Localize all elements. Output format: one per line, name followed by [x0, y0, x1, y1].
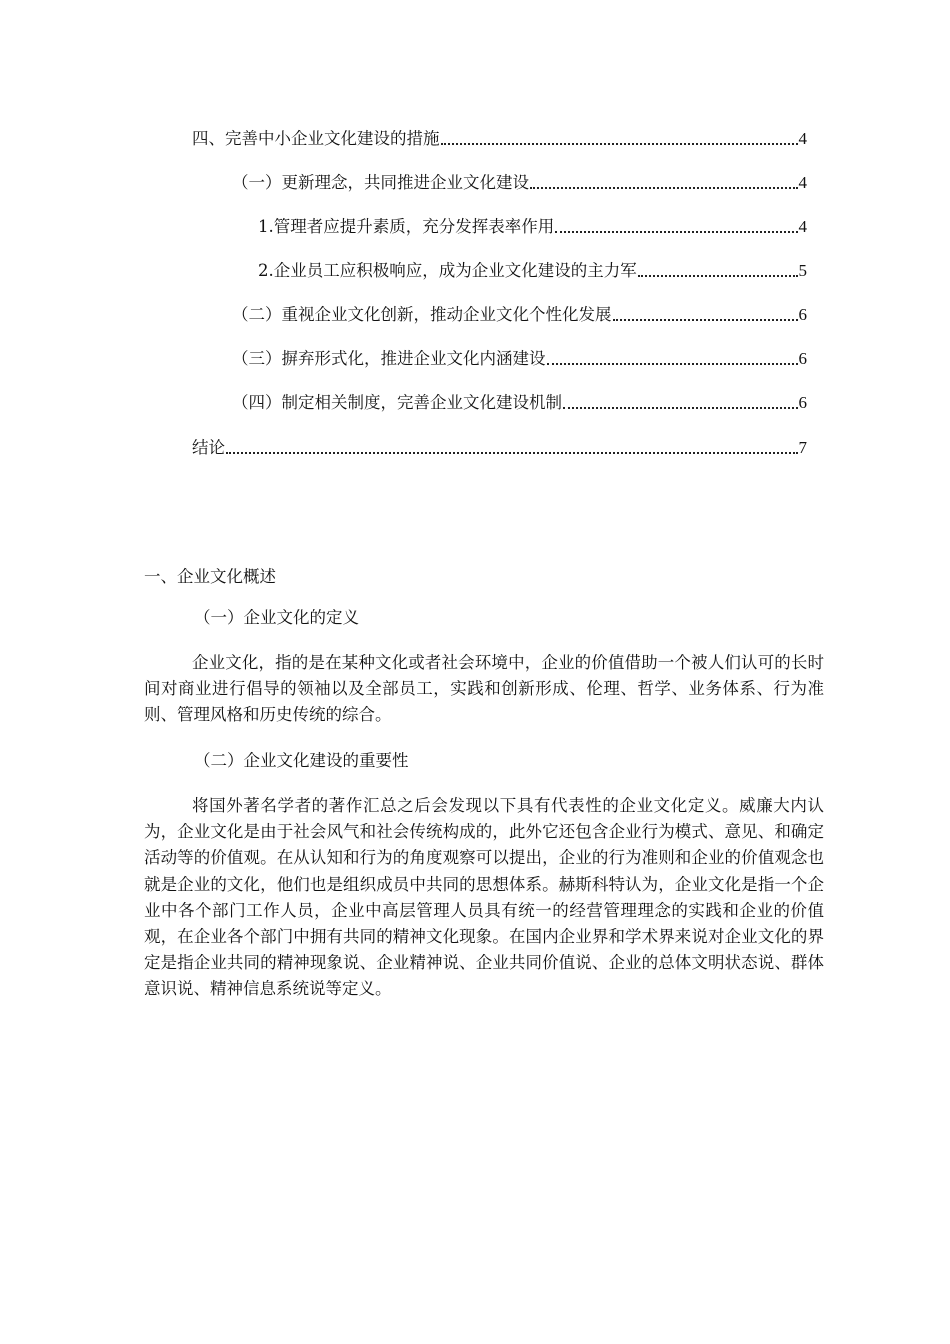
- toc-leader-dots: [613, 319, 798, 321]
- toc-entry-title: （一）更新理念，共同推进企业文化建设: [232, 173, 529, 192]
- toc-leader-dots: [226, 452, 798, 454]
- toc-entry-title: （二）重视企业文化创新，推动企业文化个性化发展: [232, 305, 612, 324]
- toc-entry[interactable]: [232, 388, 807, 414]
- toc-leader-dots: [638, 275, 798, 277]
- toc-leader-dots: [530, 187, 798, 189]
- toc-entry[interactable]: [258, 256, 807, 282]
- body-paragraph: [144, 793, 824, 1003]
- toc-leader-dots: [563, 407, 798, 409]
- toc-entry-title: 四、完善中小企业文化建设的措施: [192, 129, 440, 148]
- toc-entry[interactable]: [232, 344, 807, 370]
- toc-leader-dots: [441, 143, 798, 145]
- toc-entry-page: 6: [798, 349, 807, 368]
- toc-entry-page: 6: [798, 305, 807, 324]
- toc-entry-page: 4: [798, 217, 807, 236]
- toc-entry-page: 7: [798, 438, 807, 457]
- toc-entry[interactable]: [232, 168, 807, 194]
- paragraph-text: 将国外著名学者的著作汇总之后会发现以下具有代表性的企业文化定义。威廉大内认为，企业文化是由于社会风气和社会传统构成的，此外它还包含企业行为模式、意见、和确定活动等的价值观。在从认知和行为的角度观察可以提出，企业的行为准则和企业的价值观念也就是企业的文化，他们也是组织成员中共同的思想体系。赫斯科特认为，企业文化是指一个企业中各个部门工作人员，企业中高层管理人员具有统一的经营管理理念的实践和企业的价值观，在企业各个部门中拥有共同的精神文化现象。在国内企业界和学术界来说对企业文化的界定是指企业共同的精神现象说、企业精神说、企业共同价值说、企业的总体文明状态说、群体意识说、精神信息系统说等定义。: [144, 796, 824, 999]
- toc-entry-page: 5: [798, 261, 807, 280]
- subsection-heading: （二）企业文化建设的重要性: [194, 751, 409, 770]
- toc-entry-page: 4: [798, 173, 807, 192]
- toc-entry-title: 2.企业员工应积极响应，成为企业文化建设的主力军: [258, 261, 637, 280]
- toc-entry[interactable]: [232, 300, 807, 326]
- toc-entry[interactable]: [258, 212, 807, 238]
- toc-entry-title: （四）制定相关制度，完善企业文化建设机制: [232, 393, 562, 412]
- toc-entry-page: 6: [798, 393, 807, 412]
- toc-entry-title: 结论: [192, 438, 225, 457]
- toc-entry[interactable]: [192, 124, 807, 150]
- paragraph-text: 企业文化，指的是在某种文化或者社会环境中，企业的价值借助一个被人们认可的长时间对商业进行倡导的领袖以及全部员工，实践和创新形成、伦理、哲学、业务体系、行为准则、管理风格和历史传统的综合。: [144, 653, 824, 725]
- toc-entry[interactable]: [192, 433, 807, 459]
- toc-leader-dots: [555, 231, 797, 233]
- toc-entry-title: 1.管理者应提升素质，充分发挥表率作用: [258, 217, 555, 236]
- toc-entry-title: （三）摒弃形式化，推进企业文化内涵建设: [232, 349, 546, 368]
- section-heading: 一、企业文化概述: [144, 567, 276, 586]
- subsection-heading: （一）企业文化的定义: [194, 608, 359, 627]
- toc-leader-dots: [547, 363, 798, 365]
- body-paragraph: [144, 650, 824, 729]
- toc-entry-page: 4: [798, 129, 807, 148]
